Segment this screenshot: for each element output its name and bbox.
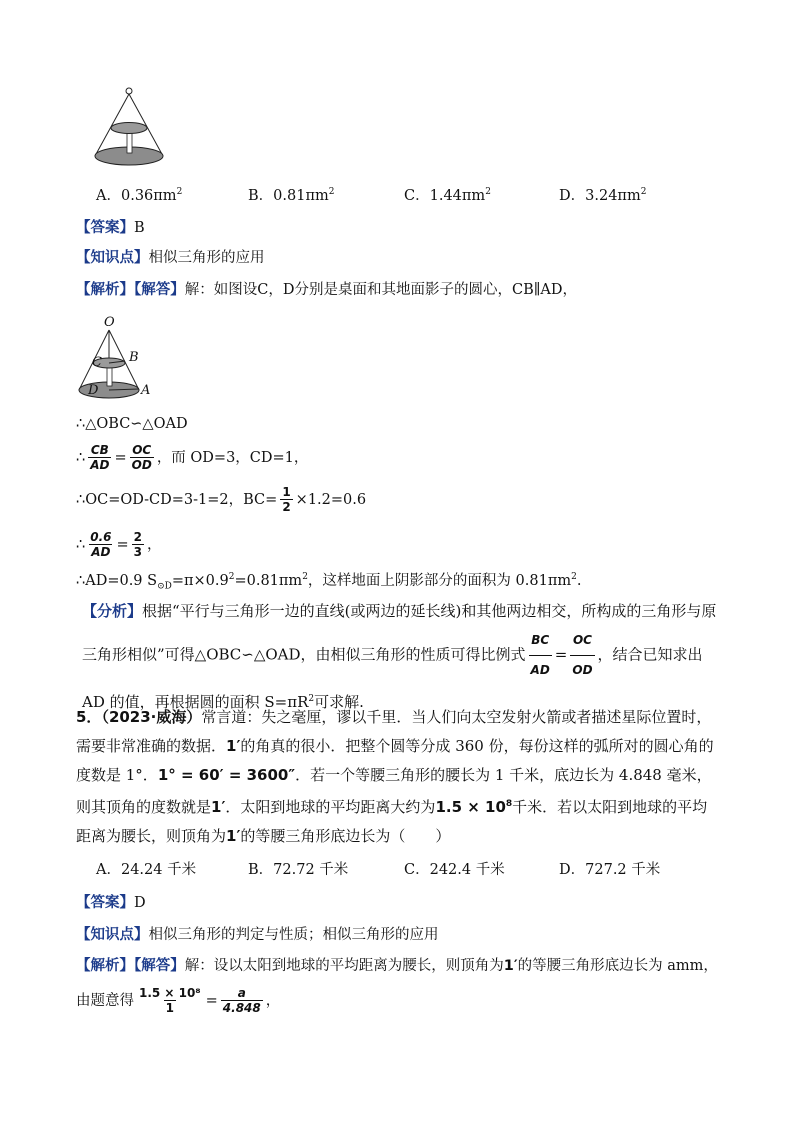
frac-cb-ad: $\frac{CB}{AD}$ <box>90 443 110 473</box>
label-c: C <box>92 355 102 370</box>
labeled-cone-figure <box>74 310 158 402</box>
frac-oc-od-2: $\frac{OC}{OD}$ <box>570 626 594 685</box>
label-a: A <box>141 383 151 398</box>
frac-06-ad: $\frac{0.6}{AD}$ <box>90 530 112 560</box>
q4-options <box>96 187 716 207</box>
q4-option-b: B．$0.81\pi m^2$ <box>248 187 335 204</box>
q4-option-d: D．$3.24\pi m^2$ <box>559 187 647 204</box>
q4-option-a: A．$0.36\pi m^2$ <box>96 187 183 204</box>
q4-step2: ∴ $\frac{CB}{AD}$ = $\frac{OC}{OD}$ ，而 OD=3，CD=1， <box>76 443 309 473</box>
frac-bc-ad: $\frac{BC}{AD}$ <box>529 626 552 685</box>
label-o: O <box>104 315 115 330</box>
frac-oc-od: $\frac{OC}{OD}$ <box>131 443 152 473</box>
q5-option-d: D．727.2 千米 <box>559 862 661 878</box>
q5-option-b: B．72.72 千米 <box>248 862 349 878</box>
q5-stem: 5．（2023·威海）常言道：失之毫厘，谬以千里．当人们向太空发射火箭或者描述星际位置时，需要非常准确的数据．1′的角真的很小．把整个圆等分成 360 份，每份这样的弧所对的圆心角的度数是 1°．1° = 60′ = 3600″．若一个等腰三角形的腰长为 1 千米，底边长为 4.848 毫米，则其顶角的度数就是1′．太阳到地球的平均距离大约为$1.5 \times 10^8$千米．若以太阳到地球的平均距离为腰长，则顶角为1′的等腰三角形底边长为（ ） <box>76 708 714 845</box>
frac-a-4848: $\frac{a}{4.848}$ <box>222 986 261 1016</box>
q4-answer: 【答案】B <box>76 220 145 236</box>
q4-analysis-intro: 【解析】【解答】解：如图设C，D分别是桌面和其地面影子的圆心，CB∥AD， <box>76 282 578 298</box>
q5-knowledge: 【知识点】相似三角形的判定与性质；相似三角形的应用 <box>76 927 439 943</box>
frac-two-thirds: $\frac{2}{3}$ <box>133 530 143 560</box>
q4-step1: ∴△OBC∽△OAD <box>76 416 188 432</box>
q4-step4: ∴ $\frac{0.6}{AD}$ = $\frac{2}{3}$ ， <box>76 530 162 560</box>
q5-option-c: C．242.4 千米 <box>404 862 505 878</box>
label-d: D <box>88 383 99 398</box>
q4-option-c: C．$1.44\pi m^2$ <box>404 187 491 204</box>
frac-one-half: $\frac{1}{2}$ <box>282 485 291 515</box>
q4-step3: ∴OC=OD-CD=3-1=2，BC= $\frac{1}{2}$ ×1.2=0.6 <box>76 485 367 515</box>
q5-option-a: A．24.24 千米 <box>96 862 197 878</box>
cone-table-figure <box>90 86 170 168</box>
label-b: B <box>129 350 139 365</box>
q4-knowledge: 【知识点】相似三角形的应用 <box>76 250 265 266</box>
q4-step5: ∴AD=0.9 $S_{⊙D}=\pi\times 0.9^2=0.81\pi m^2$，这样地面上阴影部分的面积为 $0.81\pi m^2$. <box>76 572 582 592</box>
q5-options <box>96 862 716 882</box>
q5-equation: 由题意得 $\frac{\text{1.5 × 10⁸}}{1}$ = $\frac{a}{4.848}$ ， <box>76 986 281 1016</box>
q5-analysis: 【解析】【解答】解：设以太阳到地球的平均距离为腰长，则顶角为1′的等腰三角形底边长为 amm， <box>76 958 718 974</box>
q5-answer: 【答案】D <box>76 895 146 911</box>
frac-distance: $\frac{\text{1.5 × 10⁸}}{1}$ <box>139 986 201 1016</box>
q4-analysis-summary: 【分析】根据“平行与三角形一边的直线(或两边的延长线)和其他两边相交，所构成的三角形与原三角形相似”可得△OBC∽△OAD，由相似三角形的性质可得比例式 $\frac{BC}{AD}$ = $\frac{OC}{OD}$ ，结合已知求出AD 的值，再根据圆的面积 $S=\pi R^2$可求解. <box>82 602 717 711</box>
